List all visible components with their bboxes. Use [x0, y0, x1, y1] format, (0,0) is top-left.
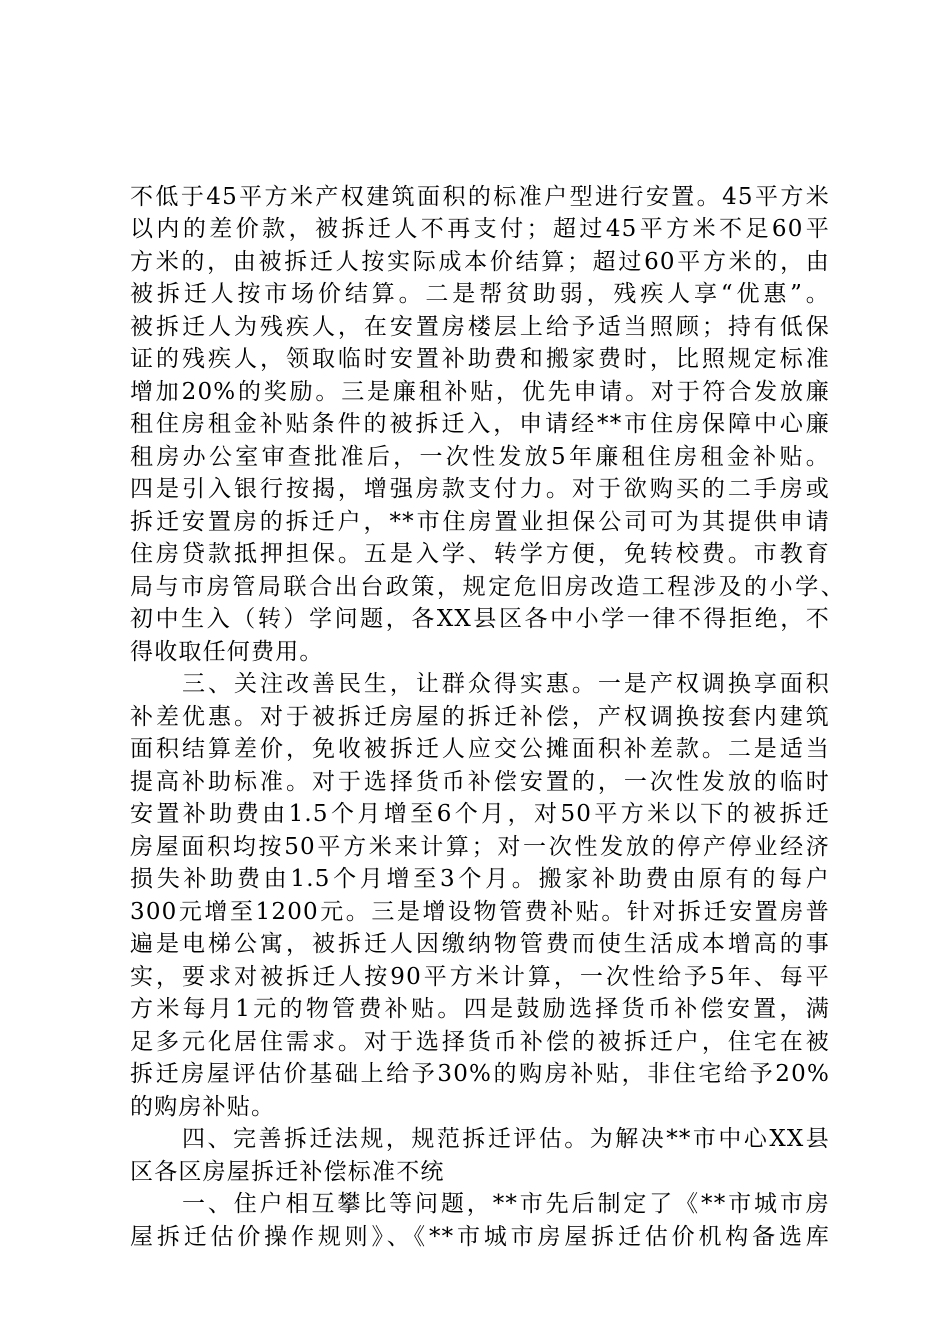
- text-line: 不低于45平方米产权建筑面积的标准户型进行安置。45平方米: [130, 184, 830, 210]
- text-line: 300元增至1200元。三是增设物管费补贴。针对拆迁安置房普: [130, 899, 830, 925]
- text-line: 被拆迁人为残疾人，在安置房楼层上给予适当照顾；持有低保: [130, 314, 830, 340]
- paragraph-start-line: 一、住户相互攀比等问题，**市先后制定了《**市城市房: [182, 1191, 830, 1217]
- text-line: 租房办公室审查批准后，一次性发放5年廉租住房租金补贴。: [130, 444, 830, 470]
- text-line: 提高补助标准。对于选择货币补偿安置的，一次性发放的临时: [130, 769, 830, 795]
- text-line: 足多元化居住需求。对于选择货币补偿的被拆迁户，住宅在被: [130, 1029, 830, 1055]
- text-line: 方米的，由被拆迁人按实际成本价结算；超过60平方米的，由: [130, 249, 830, 275]
- text-line: 以内的差价款，被拆迁人不再支付；超过45平方米不足60平: [130, 216, 830, 242]
- text-line: 区各区房屋拆迁补偿标准不统: [130, 1159, 445, 1185]
- text-line: 被拆迁人按市场价结算。二是帮贫助弱，残疾人享“优惠”。: [130, 281, 830, 307]
- text-line: 租住房租金补贴条件的被拆迁入，申请经**市住房保障中心廉: [130, 411, 830, 437]
- text-line: 安置补助费由1.5个月增至6个月，对50平方米以下的被拆迁: [130, 801, 830, 827]
- text-line: 遍是电梯公寓，被拆迁人因缴纳物管费而使生活成本增高的事: [130, 931, 830, 957]
- text-line: 局与市房管局联合出台政策，规定危旧房改造工程涉及的小学、: [130, 574, 845, 600]
- text-line: 屋拆迁估价操作规则》、《**市城市房屋拆迁估价机构备选库: [130, 1224, 830, 1250]
- text-line: 拆迁安置房的拆迁户，**市住房置业担保公司可为其提供申请: [130, 509, 830, 535]
- text-line: 实，要求对被拆迁人按90平方米计算，一次性给予5年、每平: [130, 964, 830, 990]
- text-line: 住房贷款抵押担保。五是入学、转学方便，免转校费。市教育: [130, 541, 830, 567]
- text-line: 四是引入银行按揭，增强房款支付力。对于欲购买的二手房或: [130, 476, 830, 502]
- text-line: 房屋面积均按50平方米来计算；对一次性发放的停产停业经济: [130, 834, 830, 860]
- text-line: 损失补助费由1.5个月增至3个月。搬家补助费由原有的每户: [130, 866, 830, 892]
- text-line: 初中生入（转）学问题，各XX县区各中小学一律不得拒绝，不: [130, 606, 830, 632]
- text-line: 得收取任何费用。: [130, 639, 324, 665]
- text-line: 补差优惠。对于被拆迁房屋的拆迁补偿，产权调换按套内建筑: [130, 704, 830, 730]
- text-line: 证的残疾人，领取临时安置补助费和搬家费时，比照规定标准: [130, 346, 830, 372]
- text-line: 方米每月1元的物管费补贴。四是鼓励选择货币补偿安置，满: [130, 996, 830, 1022]
- text-line: 面积结算差价，免收被拆迁人应交公摊面积补差款。二是适当: [130, 736, 830, 762]
- paragraph-start-line: 三、关注改善民生，让群众得实惠。一是产权调换享面积: [182, 671, 830, 697]
- text-line: 拆迁房屋评估价基础上给予30%的购房补贴，非住宅给予20%: [130, 1061, 830, 1087]
- text-line: 的购房补贴。: [130, 1094, 276, 1120]
- paragraph-start-line: 四、完善拆迁法规，规范拆迁评估。为解决**市中心XX县: [182, 1126, 830, 1152]
- text-line: 增加20%的奖励。三是廉租补贴，优先申请。对于符合发放廉: [130, 379, 830, 405]
